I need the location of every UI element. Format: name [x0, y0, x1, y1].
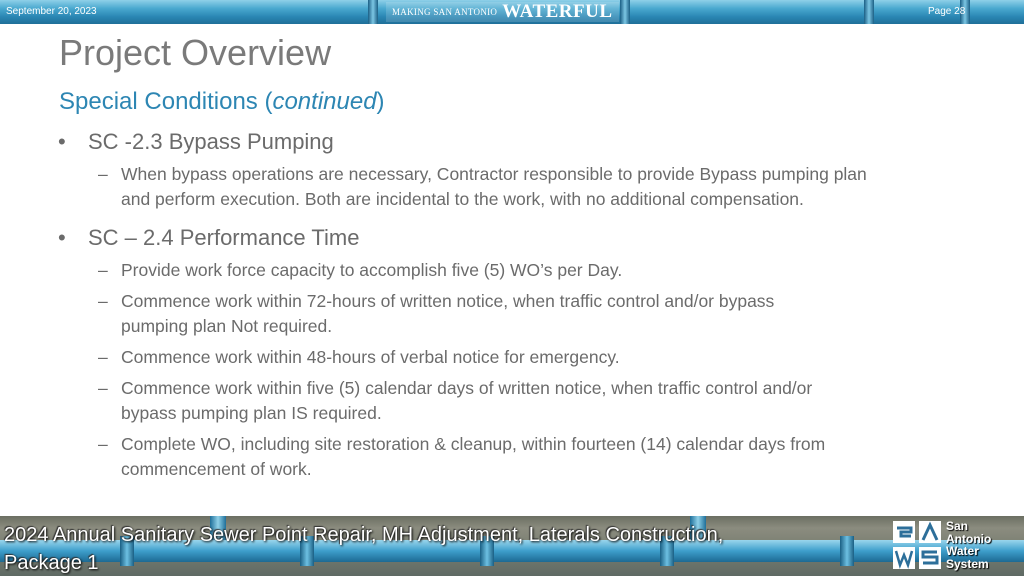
logo-line: Antonio	[946, 531, 992, 546]
list-item	[58, 162, 988, 212]
list-item	[58, 376, 988, 426]
bullet-icon: •	[58, 225, 66, 250]
dash-icon: –	[98, 378, 108, 398]
list-item	[58, 258, 988, 283]
brand-wordmark: WATERFUL	[502, 1, 613, 22]
section-heading	[58, 128, 988, 156]
section-heading-text: SC – 2.4 Performance Time	[88, 225, 360, 250]
dash-icon: –	[98, 347, 108, 367]
list-item-line: pumping plan Not required.	[121, 316, 333, 336]
project-name-line: 2024 Annual Sanitary Sewer Point Repair, MH Adjustment, Laterals Construction,	[4, 524, 724, 546]
top-banner	[0, 0, 1024, 24]
subtitle-suffix: )	[376, 88, 385, 115]
list-item	[58, 432, 988, 482]
list-item-line: When bypass operations are necessary, Contractor responsible to provide Bypass pumping plan	[121, 164, 867, 184]
list-item-line: Provide work force capacity to accomplish five (5) WO’s per Day.	[121, 260, 623, 280]
page-subtitle	[59, 88, 385, 116]
dash-icon: –	[98, 164, 108, 184]
page-title: Project Overview	[59, 32, 332, 73]
section-heading	[58, 224, 988, 252]
list-item	[58, 289, 988, 339]
pipe-joint	[864, 0, 874, 24]
brand-logo	[386, 2, 619, 22]
slide-date: September 20, 2023	[6, 6, 97, 17]
pipe-joint	[368, 0, 378, 24]
subtitle-prefix: Special Conditions (	[59, 88, 273, 115]
list-item-line: bypass pumping plan IS required.	[121, 403, 382, 423]
project-name-line: Package 1	[4, 552, 99, 574]
list-item-line: commencement of work.	[121, 459, 312, 479]
section-heading-text: SC -2.3 Bypass Pumping	[88, 129, 334, 154]
subtitle-italic: continued	[272, 88, 377, 115]
list-item-line: Commence work within five (5) calendar days of written notice, when traffic control and/or	[121, 378, 813, 398]
logo-line: San	[946, 519, 969, 533]
list-item-line: Complete WO, including site restoration & cleanup, within fourteen (14) calendar days from	[121, 434, 826, 454]
page-number: Page 28	[928, 6, 966, 17]
dash-icon: –	[98, 434, 108, 454]
logo-line: Water	[946, 544, 979, 558]
dash-icon: –	[98, 291, 108, 311]
list-item-line: Commence work within 72-hours of written notice, when traffic control and/or bypass	[121, 291, 775, 311]
saws-logo-text	[946, 520, 991, 570]
dash-icon: –	[98, 260, 108, 280]
slide-body	[58, 128, 988, 482]
saws-logo-icon	[892, 520, 942, 570]
saws-logo	[892, 518, 1020, 572]
logo-line: System	[946, 556, 989, 571]
list-item-line: and perform execution. Both are incidental to the work, with no additional compensation.	[121, 189, 804, 209]
project-name	[4, 521, 864, 577]
brand-tagline: MAKING SAN ANTONIO	[392, 7, 498, 17]
list-item-line: Commence work within 48-hours of verbal notice for emergency.	[121, 347, 620, 367]
bullet-icon: •	[58, 129, 66, 154]
pipe-joint	[620, 0, 630, 24]
list-item	[58, 345, 988, 370]
